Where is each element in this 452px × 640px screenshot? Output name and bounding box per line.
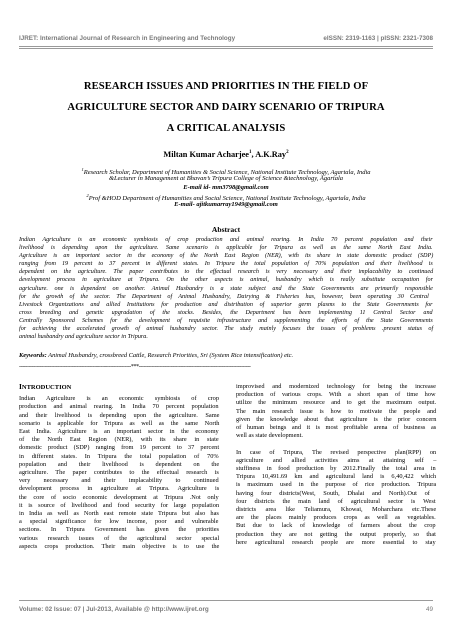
heading-rest: NTRODUCTION — [21, 384, 72, 391]
body-text-line: agriculture and allied activities aims at attaining self – — [236, 456, 437, 464]
body-text-line: domestic product (SDP) ranging from 19 percent to 37 percent — [19, 444, 220, 452]
keywords-label: Keywords: — [19, 352, 47, 359]
abstract-line: ranging from 19 percent to 37 percent in different states. In Tripura the total population of 70% population and their livelihood is — [19, 261, 433, 268]
author-2-sup: 2 — [286, 150, 289, 156]
abstract-line: for the growth of the sector. The Department of Animal Husbandry, Dairying & Fisheries has, however, been operating 30 Central — [19, 293, 429, 300]
body-text-line: well as state development. — [236, 432, 303, 440]
body-text-line: districts area like Teliamura, Khowai, Moharchara etc.These — [236, 506, 437, 514]
body-text-line: is maximum used in the purpose of rice production. Tripura — [236, 481, 437, 489]
journal-issn: eISSN: 2319-1163 | pISSN: 2321-7308 — [323, 35, 433, 42]
body-text-line: having four districts(West, South, Dhalai and North).Out of — [236, 489, 430, 497]
footer-rule — [19, 600, 433, 601]
body-text-line: utilize the minimum resource and to get the maximum output. — [236, 399, 437, 407]
abstract-line: Livestock Organizations and allied Institutions for production and distribution of superior germ plasms to the State Governments for — [19, 301, 433, 308]
body-text-line: production of various crops. With a short span of time how — [236, 391, 436, 399]
paper-title-line-3: A CRITICAL ANALYSIS — [166, 123, 286, 134]
author-separator: , — [251, 150, 256, 159]
affiliation-2-email: E-mail- ajitkumarray1949@gmail.com — [174, 201, 278, 208]
body-text-line: But due to lack of knowledge of farmers about the crop — [236, 522, 436, 530]
body-text-line: agriculture. The paper contributes to the effectual research is — [19, 469, 219, 477]
abstract-line: Agriculture is an important sector in the economy of the North East Region (NER), with its share in state domestic product (SDP) — [19, 253, 434, 260]
body-text-line: population and their livelihood is dependent on the — [19, 460, 220, 468]
abstract-line: for achieving the accelerated growth of animal husbandry sector. The study mainly focuses the issues of problems .present status of — [19, 326, 434, 333]
affiliation-2-sup: 2 — [86, 193, 89, 198]
body-text-line: aspects crops production. Their main objective is to use the — [19, 542, 220, 550]
body-text-line: in different states. In Tripura the total population of 70% — [19, 452, 219, 460]
right-column — [236, 383, 436, 547]
header-rule-top — [19, 46, 433, 47]
left-column — [19, 383, 219, 551]
body-text-line: the core of socio economic development at Tripura .Not only — [19, 493, 219, 501]
keywords — [19, 352, 433, 359]
affiliation-1-line-2: &Lecturer in Management at Bhavan’s Tripura College of Science &technology, Agartala — [108, 175, 344, 182]
paper-title-line-2: AGRICULTURE SECTOR AND DAIRY SCENARIO OF TRIPURA — [67, 102, 385, 113]
body-text-line: and their livelihood is depending upon the agriculture. Same — [19, 411, 220, 419]
body-text-line: various research issues of the agricultural sector special — [19, 534, 220, 542]
body-text-line: of human beings and it is most profitable arena of business as — [236, 424, 437, 432]
body-text-line: are the places mainly produces crops as well as vegetables. — [236, 514, 436, 522]
body-text-line: The main research issue is how to motivate the people and — [236, 407, 437, 415]
body-text-line: sections. In Tripura Government has given the priorities — [19, 526, 220, 534]
footer-volume-info: Volume: 02 Issue: 07 | Jul-2013, Available @ http://www.ijret.org — [19, 606, 209, 613]
abstract-line: animal husbandry and agriculture sector in Tripura. — [19, 334, 148, 341]
author-1: Miltan Kumar Acharjee — [163, 150, 249, 159]
body-text-line: Indian Agriculture is an economic symbiosis of crop — [19, 395, 220, 403]
body-text-line: East India. Agriculture is an important sector in the economy — [19, 428, 219, 436]
author-2: A.K.Ray — [255, 150, 287, 159]
abstract-line: Centrally Sponsored Schemes for the development of requisite infrastructure and supplementing the efforts of the State Governments — [19, 317, 433, 324]
page-number: 49 — [425, 606, 433, 613]
body-text-line: production they are not getting the output properly, so that — [236, 530, 436, 538]
abstract-line: livelihood is depending upon the agriculture. Same scenario is applicable for Tripura as well as the same North East India. — [19, 245, 433, 252]
body-text-line: a special significance for low income, poor and vulnerable — [19, 518, 219, 526]
affiliation-1-sup: 1 — [81, 167, 84, 172]
abstract-line: agriculture. one is dependent on another. Animal Husbandry is a state subject and the State Governments are primarily responsible — [19, 285, 433, 292]
body-text-line: stuffiness in food production by 2012.Finally the total area in — [236, 465, 436, 473]
abstract-line: Indian Agriculture is an economic symbiosis of crop production and animal rearing. In India 70 percent population and their — [19, 237, 433, 243]
body-text-line: development process in agriculture at Tripura. Agriculture is — [19, 485, 220, 493]
body-text-line: four districts the main land of agricultural sector is West — [236, 497, 436, 505]
body-text-line: Tripura 10,491.69 km and agricultural land is 6,40,422 which — [236, 473, 437, 481]
affiliation-2-text: Prof &HOD Department of Humanities and Social Science, National Institute Technology, Agartala, India — [88, 195, 366, 203]
body-text-line: in India as well as North east remote state Tripura but also has — [19, 510, 219, 518]
abstract-line: dependent on the agriculture. The paper contributes to the effectual research is very necessary and their implacability to continued — [19, 269, 434, 276]
journal-name: IJRET: International Journal of Research in Engineering and Technology — [19, 35, 236, 42]
abstract-line: cross breeding and genetic upgradation of the stocks. Besides, the Department has been implementing 11 Central Sector and — [19, 309, 433, 316]
affiliation-1-text: Research Scholar, Department of Humanities & Social Science, National Institute Technology, Agartala, India — [83, 169, 371, 177]
body-text-line: improvised and modernized technology for being the increase — [236, 383, 436, 390]
paragraph-gap — [236, 440, 436, 448]
abstract-body — [19, 236, 433, 341]
body-text-line: production and animal rearing. In India 70 percent population — [19, 403, 219, 411]
abstract-line: development process in agriculture at Tripura. On the other aspects is animal, husbandry which is really substitute occupation for — [19, 277, 433, 284]
body-text-line: here agricultural research people are more essential to stay — [236, 538, 436, 546]
body-text-line: of the North East Region (NER), with its share in state — [19, 436, 219, 444]
keywords-text: Animal Husbandry, crossbreed Cattle, Research Priorities, Sri (System Rice intensification) etc. — [46, 352, 294, 359]
journal-header — [19, 35, 433, 42]
page-footer — [19, 606, 433, 613]
author-line — [19, 150, 433, 159]
affiliation-1-email: E-mail id- mm3798@gmail.com — [183, 183, 269, 191]
body-text-line: In case of Tripura, The revised perspective plan(RPP) on — [236, 448, 437, 456]
heading-initial: I — [19, 382, 22, 391]
author-1-sup: 1 — [248, 150, 252, 156]
body-text-line: scenario is applicable for Tripura as well as the same North — [19, 419, 220, 427]
section-separator: ----------------------------------------------------------------------***---------------------------------------------------------------------- — [19, 364, 251, 370]
abstract-heading: Abstract — [211, 225, 241, 234]
header-rule-bottom — [19, 48, 433, 49]
paper-title-line-1: RESEARCH ISSUES AND PRIORITIES IN THE FIELD OF — [83, 81, 369, 92]
body-text-line: given the knowledge about that agriculture is the prior concern — [236, 415, 437, 423]
body-text-line: it is source of livelihood and food security for large population — [19, 501, 220, 509]
introduction-heading — [19, 383, 219, 392]
body-text-line: very necessary and their implacability to continued — [19, 477, 219, 485]
